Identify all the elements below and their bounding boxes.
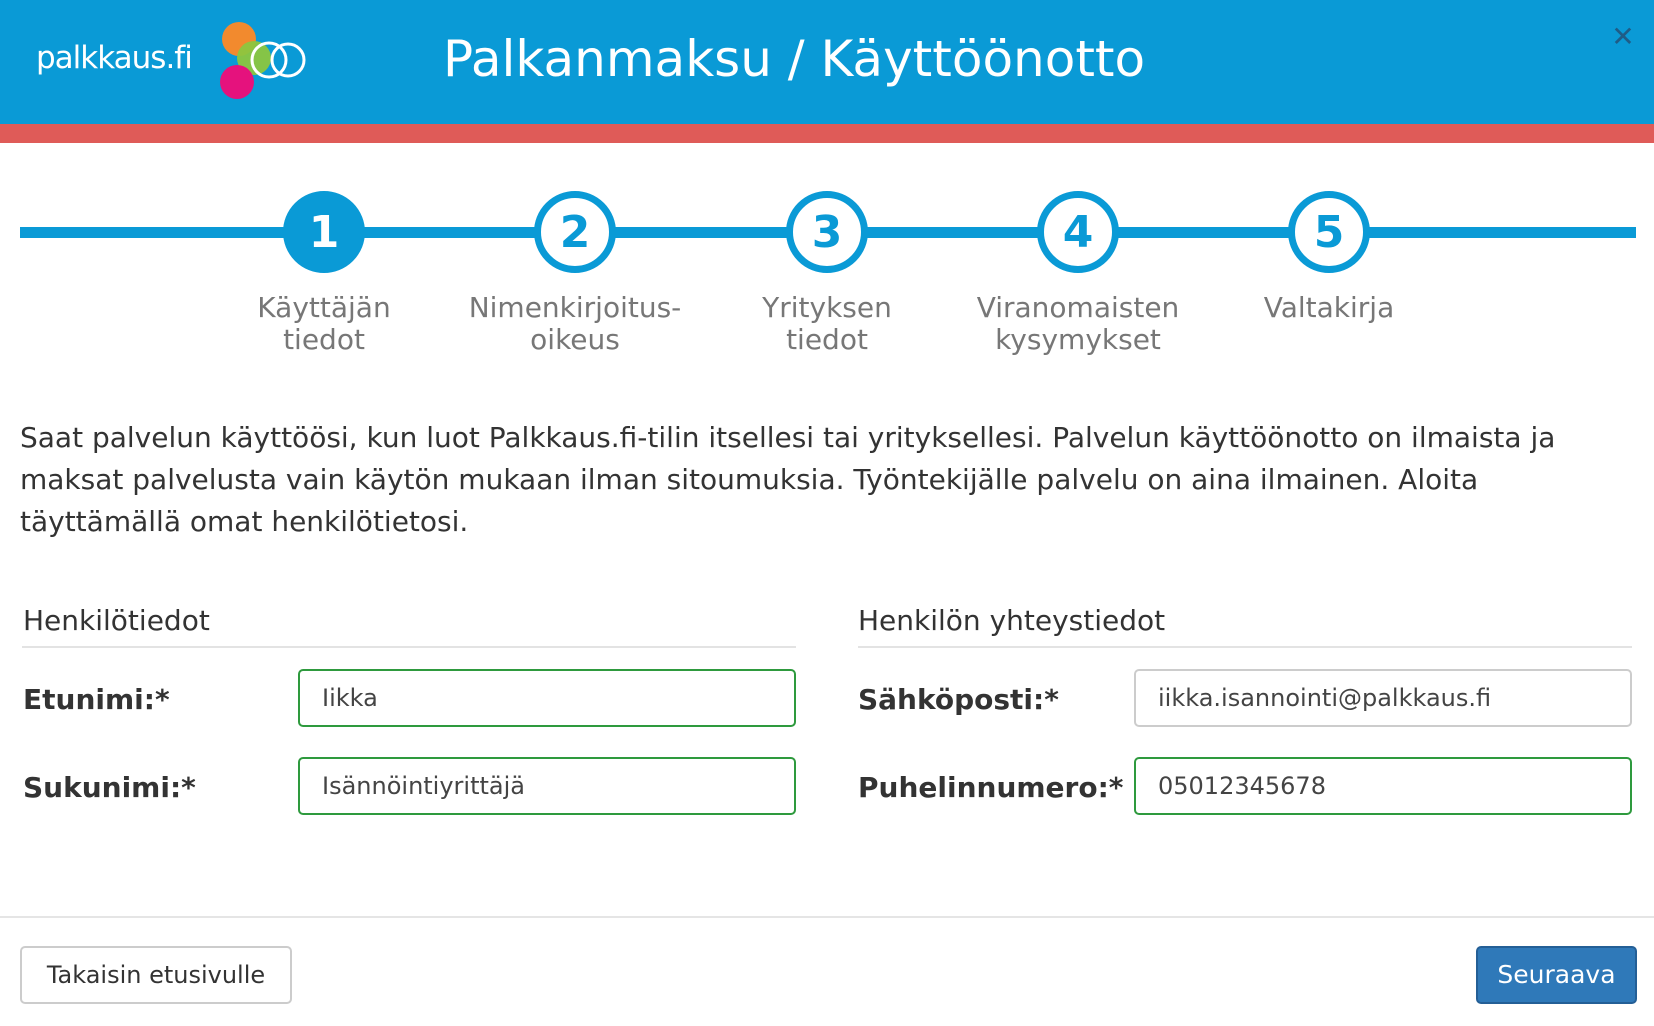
- logo-text: palkkaus.fi: [36, 40, 192, 76]
- first-name-label: Etunimi:*: [23, 683, 170, 716]
- step-2-circle: 2: [534, 191, 616, 273]
- logo-circles-icon: [206, 18, 316, 108]
- last-name-input[interactable]: Isännöintiyrittäjä: [298, 757, 796, 815]
- step-5-label: Valtakirja: [1263, 291, 1395, 324]
- step-2-label: Nimenkirjoitus- oikeus: [468, 291, 682, 356]
- section-title-contact: Henkilön yhteystiedot: [858, 604, 1166, 637]
- section-divider-personal: [22, 646, 796, 648]
- step-3-circle: 3: [786, 191, 868, 273]
- palkkaus-logo[interactable]: [36, 18, 296, 108]
- header-accent-stripe: [0, 124, 1654, 143]
- progress-stepper: [0, 180, 1654, 370]
- step-1-circle: 1: [283, 191, 365, 273]
- email-input[interactable]: iikka.isannointi@palkkaus.fi: [1134, 669, 1632, 727]
- step-5-circle: 5: [1288, 191, 1370, 273]
- step-3-label: Yrityksen tiedot: [762, 291, 892, 356]
- page-title: Palkanmaksu / Käyttöönotto: [443, 30, 1146, 88]
- section-title-personal: Henkilötiedot: [23, 604, 210, 637]
- app-header: [0, 0, 1654, 124]
- first-name-input[interactable]: Iikka: [298, 669, 796, 727]
- step-4-label: Viranomaisten kysymykset: [976, 291, 1180, 356]
- email-label: Sähköposti:*: [858, 683, 1059, 716]
- back-to-home-button[interactable]: Takaisin etusivulle: [20, 946, 292, 1004]
- close-icon[interactable]: ✕: [1611, 20, 1635, 53]
- footer-divider: [0, 916, 1654, 918]
- step-4-circle: 4: [1037, 191, 1119, 273]
- phone-label: Puhelinnumero:*: [858, 771, 1124, 804]
- last-name-label: Sukunimi:*: [23, 771, 196, 804]
- intro-text: Saat palvelun käyttöösi, kun luot Palkkaus.fi-tilin itsellesi tai yrityksellesi. Palvelun käyttöönotto on ilmaista ja maksat palvelusta vain käytön mukaan ilman sitoumuksia. Työntekijälle palvelu on aina ilmainen. Aloita täyttämällä omat henkilötietosi.: [20, 421, 1556, 538]
- phone-input[interactable]: 05012345678: [1134, 757, 1632, 815]
- next-button[interactable]: Seuraava: [1476, 946, 1637, 1004]
- section-divider-contact: [858, 646, 1632, 648]
- step-1-label: Käyttäjän tiedot: [257, 291, 391, 356]
